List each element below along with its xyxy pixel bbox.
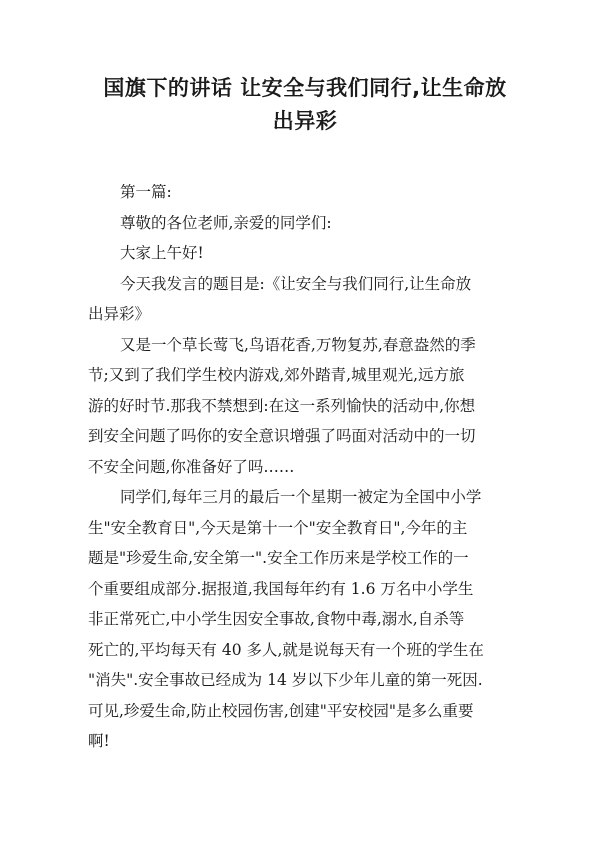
body-line: 第一篇: [120, 183, 172, 201]
body-line: 出异彩》 [88, 305, 151, 323]
body-line: 同学们,每年三月的最后一个星期一被定为全国中小学 [120, 488, 482, 506]
body-line: 到安全问题了吗你的安全意识增强了吗面对活动中的一切 [88, 427, 476, 445]
body-line: 可见,珍爱生命,防止校园伤害,创建"平安校园"是多么重要 [88, 701, 474, 720]
body-line: 游的好时节.那我不禁想到:在这一系列愉快的活动中,你想 [88, 396, 476, 415]
body-line: 尊敬的各位老师,亲爱的同学们: [120, 213, 332, 232]
document-body [88, 177, 528, 757]
body-line: 又是一个草长莺飞,鸟语花香,万物复苏,春意盎然的季 [120, 335, 476, 354]
document-title [90, 72, 520, 138]
body-line: 个重要组成部分.据报道,我国每年约有 1.6 万名中小学生 [88, 579, 474, 598]
body-line: 非正常死亡,中小学生因安全事故,食物中毒,溺水,自杀等 [88, 610, 465, 628]
title-line-2: 出异彩 [272, 109, 338, 133]
body-line: 节;又到了我们学生校内游戏,郊外踏青,城里观光,远方旅 [88, 366, 465, 384]
title-line-1: 国旗下的讲话 让安全与我们同行,让生命放 [103, 76, 507, 100]
body-line: 不安全问题,你准备好了吗…… [88, 457, 295, 476]
body-line: 大家上午好! [120, 244, 204, 262]
body-line: 啊! [88, 732, 110, 750]
body-line: 今天我发言的题目是:《让安全与我们同行,让生命放 [120, 274, 472, 293]
body-line: 生"安全教育日",今天是第十一个"安全教育日",今年的主 [88, 518, 468, 537]
body-line: 死亡的,平均每天有 40 多人,就是说每天有一个班的学生在 [88, 640, 484, 659]
body-line: "消失".安全事故已经成为 14 岁以下少年儿童的第一死因. [88, 671, 483, 689]
body-line: 题是"珍爱生命,安全第一".安全工作历来是学校工作的一 [88, 549, 469, 567]
